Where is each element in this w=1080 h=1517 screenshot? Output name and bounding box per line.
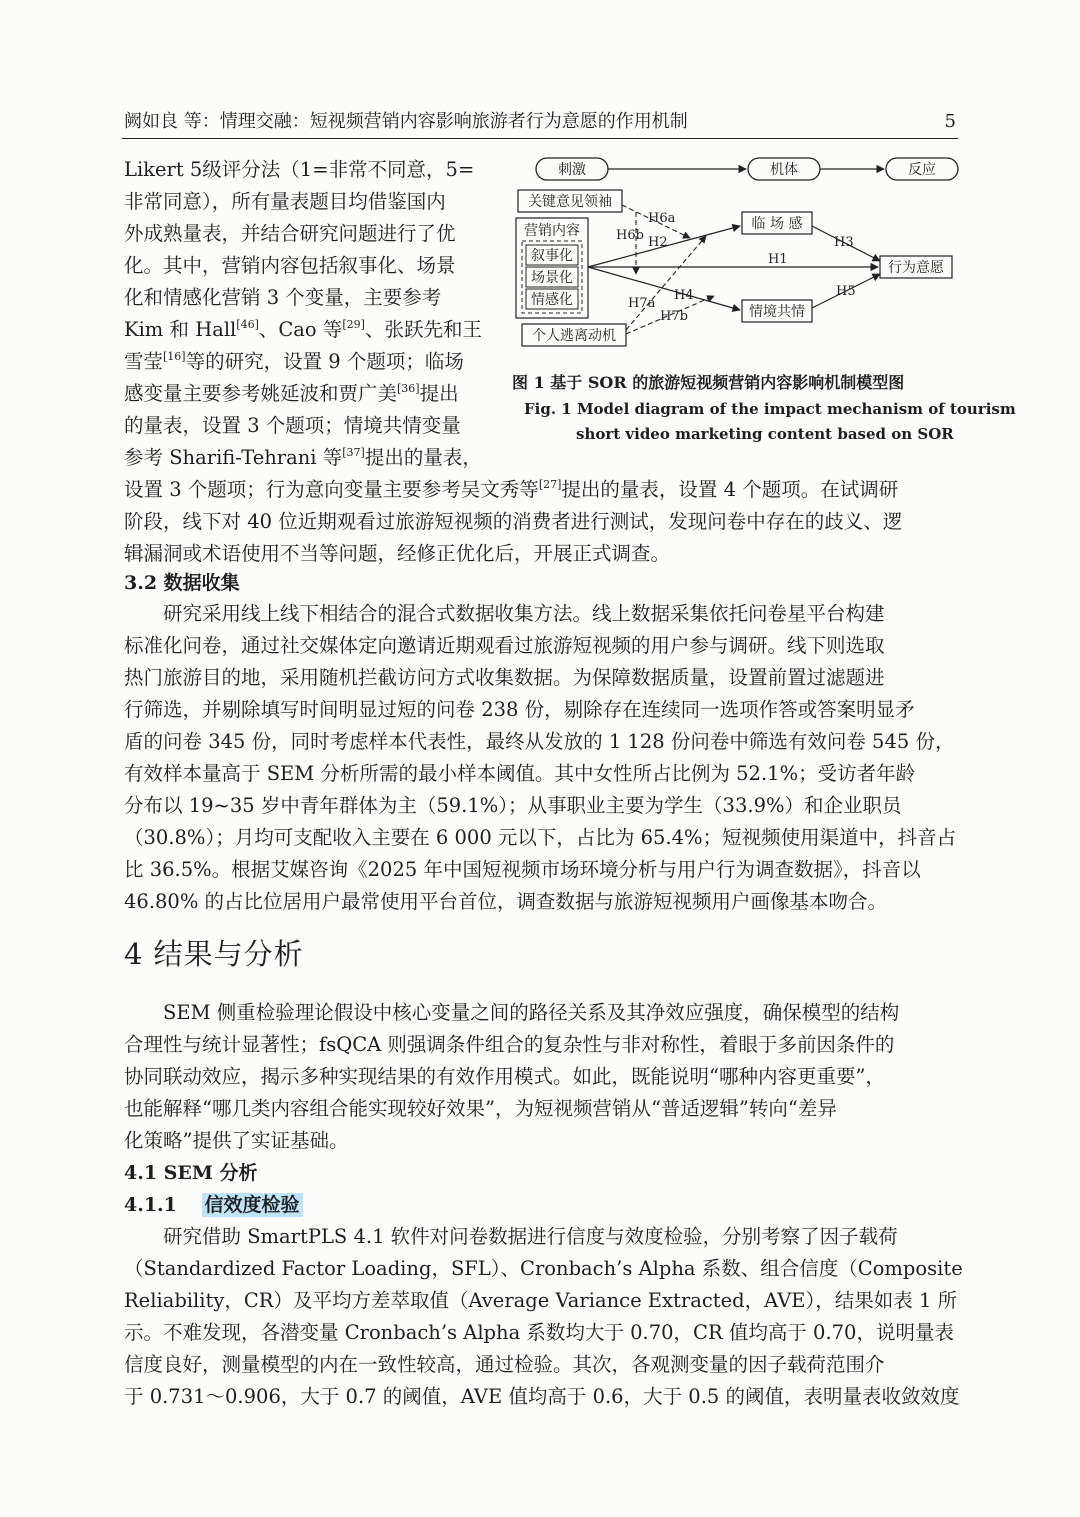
text-span: 、Cao 等 bbox=[258, 318, 343, 341]
text-line: 行筛选，并剔除填写时间明显过短的问卷 238 份，剔除存在连续同一选项作答或答案明显矛 bbox=[124, 698, 915, 721]
section-heading-4-1: 4.1 SEM 分析 bbox=[124, 1162, 258, 1184]
text-span: 提出的量表， bbox=[364, 446, 482, 469]
box-escape-motivation bbox=[522, 324, 626, 346]
text-span: 雪莹 bbox=[124, 350, 164, 373]
stage-label: 机体 bbox=[770, 162, 798, 178]
text-line: 阶段，线下对 40 位近期观看过旅游短视频的消费者进行测试，发现问卷中存在的歧义、逻 bbox=[124, 510, 903, 533]
text-span: 设置 3 个题项；行为意向变量主要参考吴文秀等 bbox=[124, 478, 539, 501]
stage-response bbox=[886, 158, 958, 180]
page-number: 5 bbox=[944, 111, 956, 132]
path-label: H7b bbox=[660, 309, 688, 324]
figure-caption-en-1: Fig. 1 Model diagram of the impact mechanism of tourism bbox=[524, 400, 1016, 418]
text-span: 参考 Sharifi-Tehrani 等 bbox=[124, 446, 343, 469]
box-label: 场景化 bbox=[531, 270, 573, 286]
text-line: 分布以 19~35 岁中青年群体为主（59.1%）；从事职业主要为学生（33.9%）和企业职员 bbox=[124, 794, 902, 817]
text-line: 有效样本量高于 SEM 分析所需的最小样本阈值。其中女性所占比例为 52.1%；受访者年龄 bbox=[124, 762, 916, 785]
text-line: SEM 侧重检验理论假设中核心变量之间的路径关系及其净效应强度，确保模型的结构 bbox=[163, 1001, 900, 1024]
box-empathy bbox=[742, 300, 812, 322]
text-line: Likert 5级评分法（1=非常不同意，5= bbox=[124, 158, 475, 181]
section-heading-3-2: 3.2 数据收集 bbox=[124, 572, 240, 594]
section-heading-4: 4 结果与分析 bbox=[124, 937, 304, 971]
path-label: H5 bbox=[836, 284, 856, 299]
running-header-title: 阙如良 等：情理交融：短视频营销内容影响旅游者行为意愿的作用机制 bbox=[124, 111, 688, 132]
text-line: 热门旅游目的地，采用随机拦截访问方式收集数据。为保障数据质量，设置前置过滤题进 bbox=[124, 666, 885, 689]
text-line: 比 36.5%。根据艾媒咨询《2025 年中国短视频市场环境分析与用户行为调查数据》，抖音以 bbox=[124, 858, 921, 881]
text-span: 、张跃先和王 bbox=[364, 318, 482, 341]
text-line: 研究采用线上线下相结合的混合式数据收集方法。线上数据采集依托问卷星平台构建 bbox=[163, 602, 885, 625]
text-line: 盾的问卷 345 份，同时考虑样本代表性，最终从发放的 1 128 份问卷中筛选有效问卷 545 份， bbox=[124, 730, 955, 753]
text-line bbox=[124, 346, 464, 378]
section-number: 4.1.1 bbox=[124, 1194, 177, 1216]
text-line bbox=[124, 378, 459, 410]
citation: [36] bbox=[397, 382, 420, 395]
figure-caption-cn: 图 1 基于 SOR 的旅游短视频营销内容影响机制模型图 bbox=[512, 373, 905, 392]
text-line: 信度良好，测量模型的内在一致性较高，通过检验。其次，各观测变量的因子载荷范围介 bbox=[124, 1353, 885, 1376]
path-H4 bbox=[588, 267, 740, 310]
highlighted-title: 信效度检验 bbox=[202, 1193, 303, 1217]
box-label: 行为意愿 bbox=[888, 260, 944, 276]
text-line: 也能解释“哪几类内容组合能实现较好效果”，为短视频营销从“普适逻辑”转向“差异 bbox=[124, 1097, 837, 1120]
text-line: 化策略”提供了实证基础。 bbox=[124, 1129, 349, 1152]
path-label: H2 bbox=[648, 235, 668, 250]
text-line: 标准化问卷，通过社交媒体定向邀请近期观看过旅游短视频的用户参与调研。线下则选取 bbox=[124, 634, 885, 657]
text-span: 感变量主要参考姚延波和贾广美 bbox=[124, 382, 398, 405]
path-label: H6a bbox=[648, 211, 676, 226]
path-label: H3 bbox=[834, 235, 854, 250]
citation: [16] bbox=[163, 350, 186, 363]
text-line: 合理性与统计显著性；fsQCA 则强调条件组合的复杂性与非对称性，着眼于多前因条件的 bbox=[124, 1033, 895, 1056]
stage-label: 反应 bbox=[908, 162, 936, 178]
text-line bbox=[124, 442, 482, 474]
box-label: 个人逃离动机 bbox=[532, 328, 616, 344]
box-label: 关键意见领袖 bbox=[528, 194, 612, 210]
text-span: 提出 bbox=[419, 382, 459, 405]
text-line bbox=[124, 474, 898, 506]
text-span: 等的研究，设置 9 个题项；临场 bbox=[185, 350, 464, 373]
text-line: 协同联动效应，揭示多种实现结果的有效作用模式。如此，既能说明“哪种内容更重要”， bbox=[124, 1065, 885, 1088]
text-line: 辑漏洞或术语使用不当等问题，经修正优化后，开展正式调查。 bbox=[124, 542, 671, 565]
box-label: 叙事化 bbox=[531, 248, 573, 264]
box-marketing-content bbox=[516, 218, 588, 318]
text-line: 研究借助 SmartPLS 4.1 软件对问卷数据进行信度与效度检验，分别考察了因子载荷 bbox=[163, 1225, 898, 1248]
path-label: H7a bbox=[628, 296, 656, 311]
path-label: H1 bbox=[768, 252, 788, 267]
text-span: 提出的量表，设置 4 个题项。在试调研 bbox=[561, 478, 899, 501]
box-presence bbox=[742, 212, 812, 234]
section-heading-4-1-1 bbox=[124, 1190, 303, 1217]
text-line: 于 0.731～0.906，大于 0.7 的阈值，AVE 值均高于 0.6，大于 0.5 的阈值，表明量表收敛效度 bbox=[124, 1385, 960, 1408]
stage-organism bbox=[748, 158, 820, 180]
text-line: 非常同意），所有量表题目均借鉴国内 bbox=[124, 190, 446, 213]
path-label: H4 bbox=[674, 288, 694, 303]
box-opinion-leader bbox=[518, 190, 622, 212]
text-line: 化。其中，营销内容包括叙事化、场景 bbox=[124, 254, 456, 277]
text-line: 示。不难发现，各潜变量 Cronbach’s Alpha 系数均大于 0.70，CR 值均高于 0.70，说明量表 bbox=[124, 1321, 954, 1344]
text-line: 的量表，设置 3 个题项；情境共情变量 bbox=[124, 414, 461, 437]
box-label: 情境共情 bbox=[749, 304, 805, 320]
text-span: Kim 和 Hall bbox=[124, 318, 237, 341]
box-label: 临 场 感 bbox=[751, 216, 803, 232]
citation: [46] bbox=[236, 318, 259, 331]
box-label: 营销内容 bbox=[524, 223, 580, 239]
box-label: 情感化 bbox=[531, 292, 573, 308]
text-line: Reliability，CR）及平均方差萃取值（Average Variance Extracted，AVE），结果如表 1 所 bbox=[124, 1289, 958, 1312]
figure-1 bbox=[510, 150, 1016, 450]
citation: [37] bbox=[342, 446, 365, 459]
text-line: 46.80% 的占比位居用户最常使用平台首位，调查数据与旅游短视频用户画像基本吻合。 bbox=[124, 890, 888, 913]
text-line: 化和情感化营销 3 个变量，主要参考 bbox=[124, 286, 442, 309]
stage-label: 刺激 bbox=[558, 162, 586, 178]
text-line: 外成熟量表，并结合研究问题进行了优 bbox=[124, 222, 456, 245]
box-behavioral-intention bbox=[880, 256, 952, 278]
running-header bbox=[122, 108, 958, 139]
path-label: H6b bbox=[616, 228, 644, 243]
citation: [29] bbox=[342, 318, 365, 331]
citation: [27] bbox=[538, 478, 562, 491]
stage-stimulus bbox=[536, 158, 608, 180]
figure-caption-en-2: short video marketing content based on SOR bbox=[576, 425, 954, 443]
text-line bbox=[124, 314, 482, 346]
text-line: （30.8%）；月均可支配收入主要在 6 000 元以下，占比为 65.4%；短视频使用渠道中，抖音占 bbox=[124, 826, 957, 849]
sor-model-diagram bbox=[510, 150, 960, 350]
text-line: （Standardized Factor Loading，SFL）、Cronbach’s Alpha 系数、组合信度（Composite bbox=[124, 1257, 963, 1280]
